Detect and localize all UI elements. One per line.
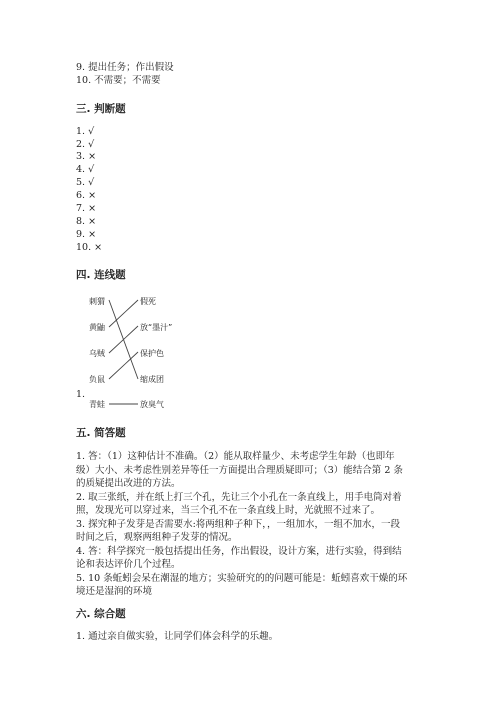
tf-item: 1. √ — [76, 126, 95, 137]
text-line: 1. 答：（1）这种估计不准确。（2）能从取样量少、未考虑学生年龄（也即年 — [76, 451, 395, 462]
answer-10: 10. 不需要；不需要 — [76, 75, 161, 86]
section-5-title: 五. 简答题 — [76, 427, 126, 439]
text-line: 5. 10 条蚯蚓会呆在潮湿的地方；实验研究的的问题可能是：蚯蚓喜欢干燥的环 — [76, 572, 408, 584]
matching-number: 1. — [76, 389, 86, 400]
comprehensive-answer-1: 1. 通过亲自做实验，让同学们体会科学的乐趣。 — [76, 631, 279, 642]
section-6-title: 六. 综合题 — [76, 608, 126, 620]
text-line: 论和表达评价几个过程。 — [76, 559, 181, 570]
tf-item: 4. √ — [76, 164, 95, 175]
right-item: 缩成团 — [140, 375, 164, 384]
text-line: 2. 取三张纸，并在纸上打三个孔，先让三个小孔在一条直线上，用手电筒对着 — [76, 491, 402, 503]
tf-item: 8. × — [76, 216, 97, 227]
text-line: 照，发现光可以穿过来，当三个孔不在一条直线上时，光就照不过来了。 — [76, 505, 381, 516]
tf-item: 9. × — [76, 229, 97, 240]
match-line — [109, 352, 138, 379]
left-item: 青蛙 — [89, 400, 105, 409]
match-line — [109, 326, 138, 353]
text-line: 4. 答：科学探究一般包括提出任务，作出假设，设计方案，进行实验，得到结 — [76, 545, 402, 557]
left-item: 刺猬 — [89, 297, 105, 306]
right-item: 保护色 — [140, 349, 164, 358]
tf-item: 5. √ — [76, 177, 95, 188]
text-line: 时间之后，观察两组种子发芽的情况。 — [76, 532, 238, 543]
text-line: 的质疑提出改进的方法。 — [76, 478, 181, 489]
text-line: 级）大小、未考虑性别差异等任一方面提出合理质疑即可；（3）能结合第 2 条 — [76, 464, 403, 476]
tf-item: 10. × — [76, 242, 103, 253]
answer-9: 9. 提出任务；作出假设 — [76, 62, 174, 73]
section-3-title: 三. 判断题 — [76, 103, 126, 115]
section-4-title: 四. 连线题 — [76, 269, 126, 281]
left-item: 乌贼 — [89, 349, 105, 358]
tf-item: 6. × — [76, 190, 97, 201]
match-line — [109, 300, 138, 327]
tf-item: 3. × — [76, 151, 97, 162]
right-item: 放臭气 — [140, 400, 164, 409]
text-line: 境还是湿润的环境 — [76, 586, 153, 597]
text-line: 3. 探究种子发芽是否需要水:将两组种子种下，，一组加水，一组不加水，一段 — [76, 518, 401, 530]
short-answer-text — [76, 450, 426, 599]
left-item: 黄鼬 — [89, 323, 105, 332]
tf-item: 7. × — [76, 203, 97, 214]
right-item: 假死 — [140, 297, 156, 306]
right-item: 放“墨汁” — [140, 323, 173, 332]
tf-item: 2. √ — [76, 139, 95, 150]
left-item: 负鼠 — [89, 375, 105, 384]
